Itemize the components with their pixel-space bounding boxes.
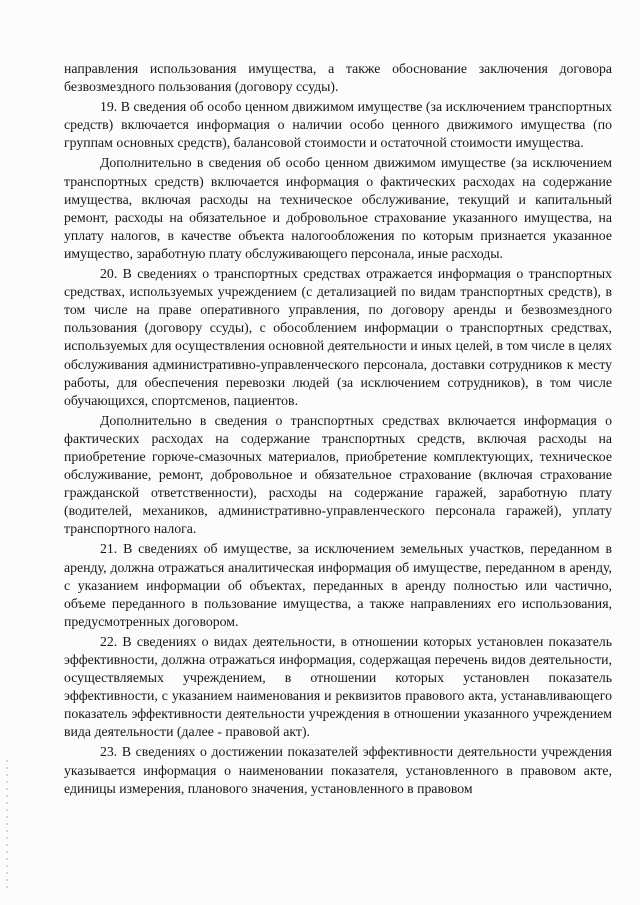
paragraph-22: 22. В сведениях о видах деятельности, в отношении которых установлен показатель эффективности, должна отражаться информация, содержащая перечень видов деятельности, осуществляемых учреждением, в отношении которых установлен показатель эффективности, с указанием наименования и реквизитов правового акта, устанавливающего показатель эффективности деятельности учреждения в отношении указанного учреждением вида деятельности (далее - правовой акт). <box>64 633 612 740</box>
paragraph-19: 19. В сведения об особо ценном движимом имуществе (за исключением транспортных средств) включается информация о наличии особо ценного движимого имущества (по группам основных средств), балансовой стоимости и остаточной стоимости имущества. <box>64 99 612 151</box>
paragraph-21: 21. В сведениях об имуществе, за исключением земельных участков, переданном в аренду, должна отражаться аналитическая информация об имуществе, переданном в аренду, с указанием информации об объектах, переданных в аренду полностью или частично, объеме переданного в пользование имущества, а также направлениях его использования, предусмотренных договором. <box>64 541 612 629</box>
paragraph-19-additional: Дополнительно в сведения об особо ценном движимом имуществе (за исключением транспортных средств) включается информация о фактических расходах на содержание имущества, включая расходы на техническое обслуживание, текущий и капитальный ремонт, расходы на обязательное и добровольное страхование указанного имущества, на уплату налогов, в качестве объекта налогообложения по которым признается указанное имущество, заработную плату обслуживающего персонала, иные расходы. <box>64 155 612 261</box>
paragraph-20: 20. В сведениях о транспортных средствах отражается информация о транспортных средствах, используемых учреждением (с детализацией по видам транспортных средств), в том числе на праве оперативного управления, по договору аренды и безвозмездного пользования (договору ссуды), с обособлением информации о транспортных средствах, используемых для осуществления основной деятельности и иных целей, в том числе в целях обслуживания административно-управленческого персонала, доставки сотрудников к месту работы, для обеспечения перевозки людей (за исключением сотрудников), в том числе обучающихся, спортсменов, пациентов. <box>64 266 612 408</box>
paragraph-20-additional: Дополнительно в сведения о транспортных средствах включается информация о фактических расходах на содержание транспортных средств, включая расходы на приобретение горюче-смазочных материалов, приобретение комплектующих, техническое обслуживание, ремонт, добровольное и обязательное страхование (включая страхование гражданской ответственности), расходы на содержание гаражей, заработную плату (водителей, механиков, административно-управленческого персонала гаражей), уплату транспортного налога. <box>64 412 612 537</box>
paragraph-continuation: направления использования имущества, а также обоснование заключения договора безвозмездного пользования (договору ссуды). <box>64 61 612 95</box>
paragraph-23: 23. В сведениях о достижении показателей эффективности деятельности учреждения указывается информация о наименовании показателя, установленного в правовом акте, единицы измерения, планового значения, установленного в правовом <box>64 744 612 796</box>
document-body <box>64 60 612 800</box>
scan-edge-marks <box>6 760 8 890</box>
